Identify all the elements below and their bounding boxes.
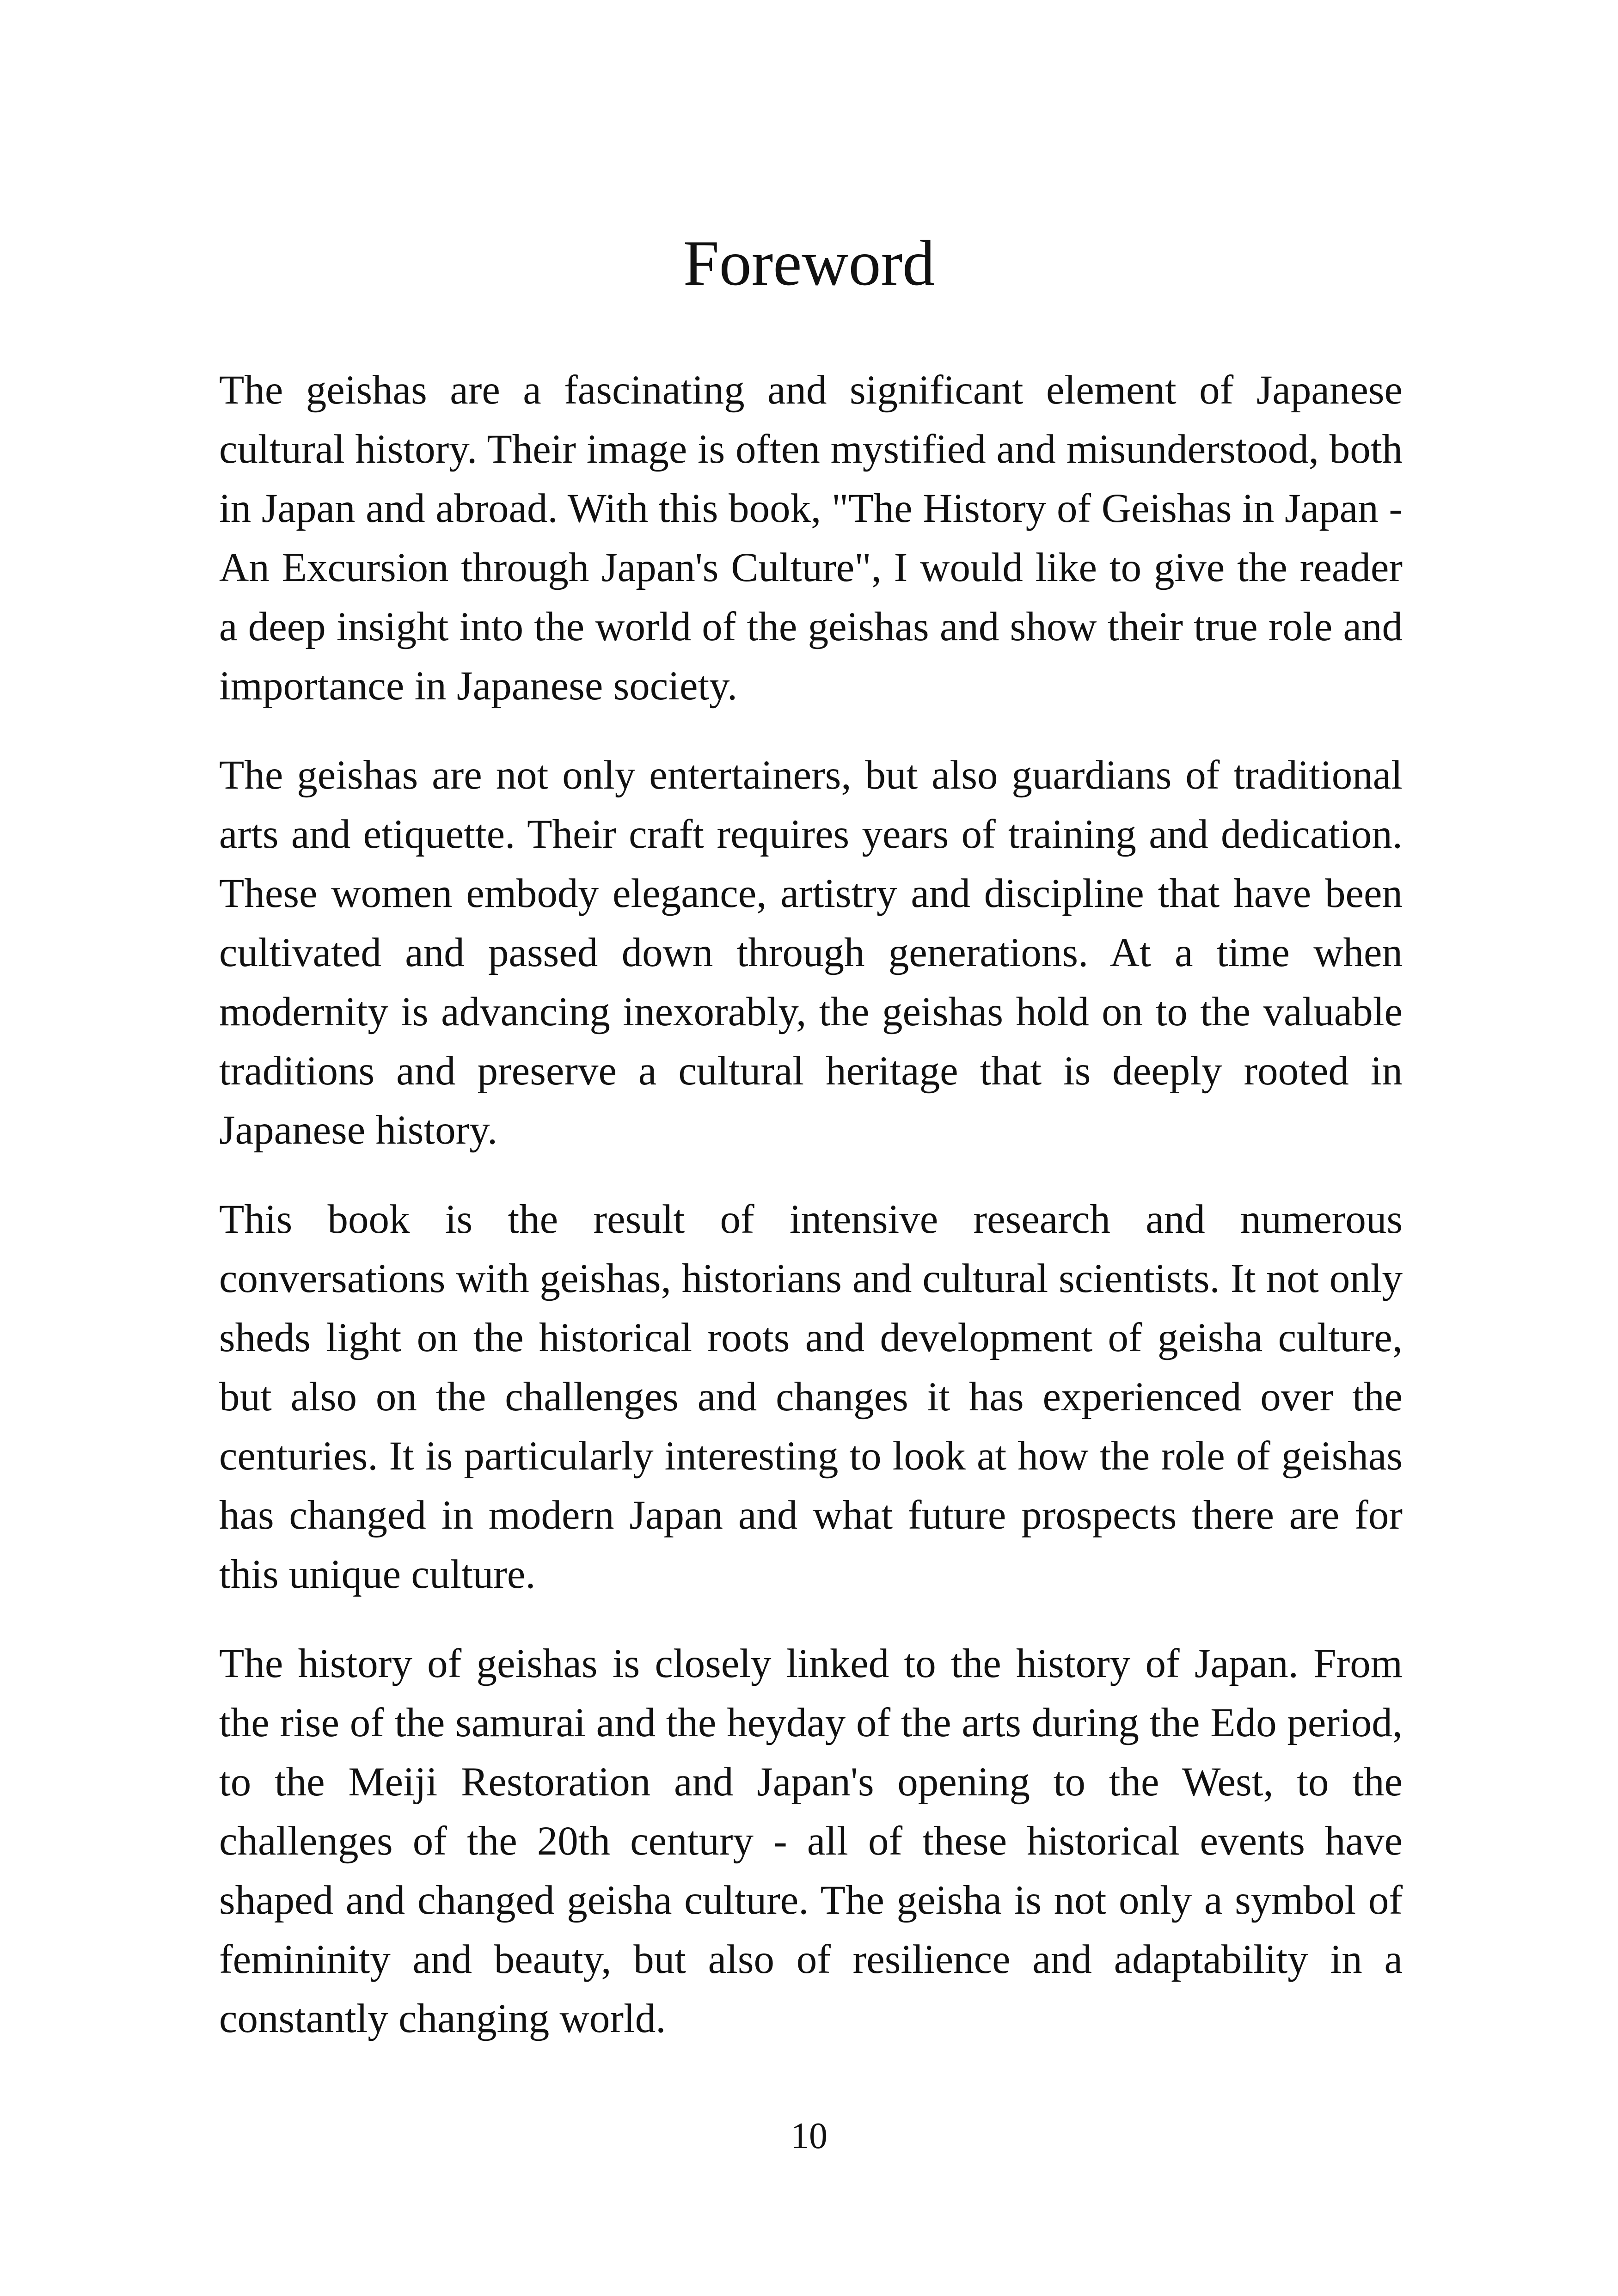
paragraph-3: This book is the result of intensive research and numerous conversations with geishas, historians and cultural scientists. It not only sheds light on the historical roots and development of geisha culture, but also on the challenges and changes it has experienced over the centuries. It is particularly interesting to look at how the role of geishas has changed in modern Japan and what future prospects there are for this unique culture. <box>219 1197 1403 1597</box>
paragraph-2: The geishas are not only entertainers, but also guardians of traditional arts and etiquette. Their craft requires years of training and dedication. These women embody elegance, artistry and discipline that have been cultivated and passed down through generations. At a time when modernity is advancing inexorably, the geishas hold on to the valuable traditions and preserve a cultural heritage that is deeply rooted in Japanese history. <box>219 753 1403 1153</box>
foreword-body <box>219 361 1403 2078</box>
paragraph-1: The geishas are a fascinating and significant element of Japanese cultural history. Their image is often mystified and misunderstood, both in Japan and abroad. With this book, "The History of Geishas in Japan - An Excursion through Japan's Culture", I would like to give the reader a deep insight into the world of the geishas and show their true role and importance in Japanese society. <box>219 367 1403 709</box>
paragraph-4: The history of geishas is closely linked to the history of Japan. From the rise of the samurai and the heyday of the arts during the Edo period, to the Meiji Restoration and Japan's opening to the West, to the challenges of the 20th century - all of these historical events have shaped and changed geisha culture. The geisha is not only a symbol of femininity and beauty, but also of resilience and adaptability in a constantly changing world. <box>219 1641 1403 2041</box>
chapter-title: Foreword <box>683 227 935 299</box>
page-number: 10 <box>791 2116 827 2156</box>
